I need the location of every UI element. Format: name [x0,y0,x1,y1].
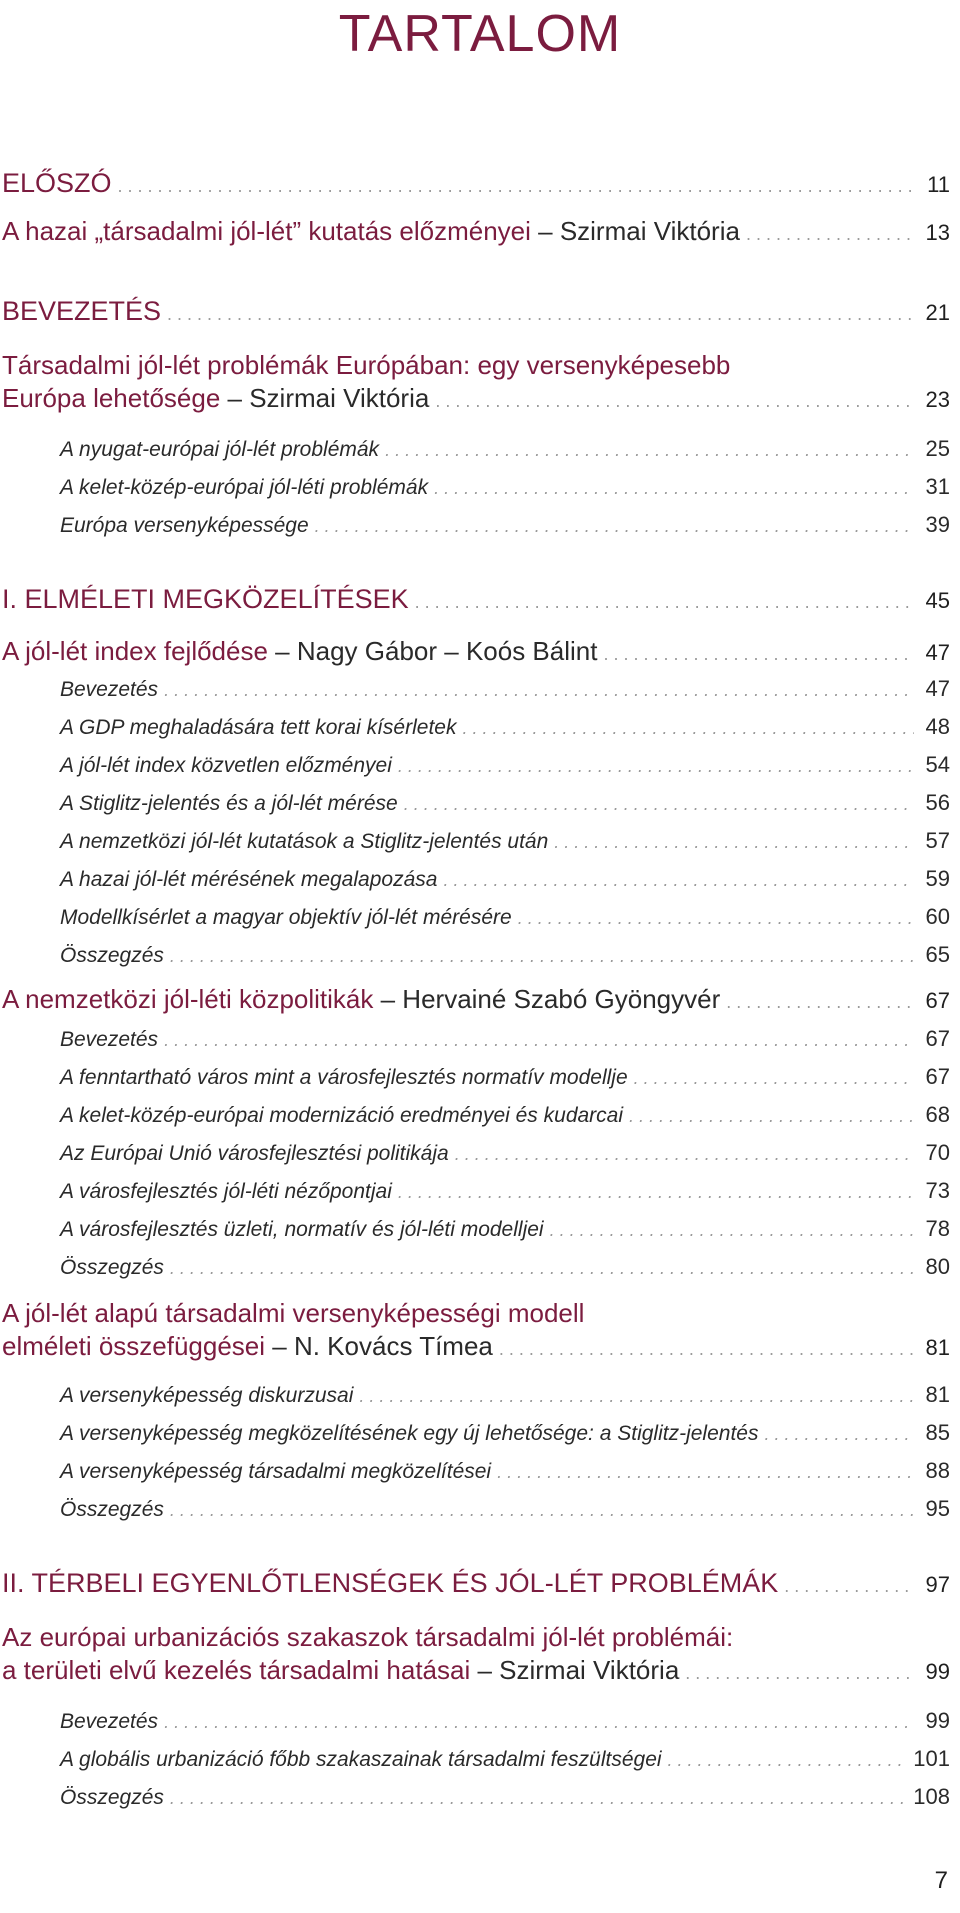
toc-entry[interactable] [0,1622,960,1686]
toc-entry[interactable] [0,350,960,414]
chapter-author: – Szirmai Viktória [470,1655,680,1685]
dot-leader [398,1182,914,1203]
toc-row[interactable] [0,1140,960,1178]
toc-row[interactable] [0,1064,960,1102]
dot-leader [435,391,914,412]
chapter-author: – Hervainé Szabó Gyöngyvér [373,984,721,1014]
page-ref: 56 [925,790,950,815]
page-ref: 31 [925,474,950,499]
entry-title: II. TÉRBELI EGYENLŐTLENSÉGEK ÉS JÓL-LÉT PROBLÉMÁK [2,1568,779,1598]
toc-row[interactable] [0,1026,960,1064]
toc-entry[interactable] [0,1298,960,1362]
chapter-title: A jól-lét index fejlődése [2,636,268,666]
toc-row[interactable] [0,790,960,828]
page-ref: 108 [913,1784,950,1809]
dot-leader [164,1030,914,1051]
toc-row[interactable] [0,1746,960,1784]
dot-leader [629,1106,914,1127]
toc-entry[interactable] [0,904,960,942]
dot-leader [170,1500,914,1521]
entry-title: A városfejlesztés jól-léti nézőpontjai [60,1180,392,1203]
chapter-author: – N. Kovács Tímea [265,1331,493,1361]
entry-title: A versenyképesség diskurzusai [60,1384,354,1407]
toc-row[interactable] [0,636,960,667]
entry-title: ELŐSZÓ [2,168,112,198]
chapter-author: – Szirmai Viktória [530,216,740,246]
toc-entry[interactable] [0,636,960,667]
dot-leader [746,224,914,245]
toc-row[interactable] [0,1102,960,1140]
entry-title: Bevezetés [60,1710,159,1733]
toc-row[interactable] [0,1458,960,1496]
toc-row[interactable] [0,1331,960,1362]
page-ref: 73 [925,1178,950,1203]
entry-title: A versenyképesség társadalmi megközelítései [60,1460,492,1483]
toc-entry[interactable] [0,216,960,247]
dot-leader [518,908,914,929]
chapter-title: a területi elvű kezelés társadalmi hatásai [2,1655,471,1685]
toc-row[interactable] [0,584,960,615]
page-ref: 59 [925,866,950,891]
dot-leader [404,794,914,815]
toc-row[interactable] [0,1216,960,1254]
toc-entry[interactable] [0,1254,960,1292]
page-ref: 68 [925,1102,950,1127]
dot-leader [434,478,914,499]
entry-title: A versenyképesség megközelítésének egy új lehetősége: a Stiglitz-jelentés [60,1422,759,1445]
entry-title: A Stiglitz-jelentés és a jól-lét mérése [60,792,398,815]
dot-leader [603,644,914,665]
page-ref: 81 [925,1382,950,1407]
toc-row[interactable] [0,296,960,327]
toc-row[interactable] [0,752,960,790]
page-ref: 45 [925,588,950,613]
toc-entry[interactable] [0,168,960,199]
toc-row[interactable] [0,1708,960,1746]
chapter-title-line: Az európai urbanizációs szakaszok társadalmi jól-lét problémái: [2,1622,734,1652]
chapter-author: – Nagy Gábor – Koós Bálint [267,636,598,666]
entry-title: Bevezetés [60,678,159,701]
toc-entry[interactable] [0,1458,960,1496]
page-ref: 13 [925,220,950,245]
toc-entry[interactable] [0,474,960,512]
toc-row[interactable] [0,942,960,980]
toc-row[interactable] [0,1420,960,1458]
toc-entry[interactable] [0,1140,960,1178]
toc-row[interactable] [0,168,960,199]
page-ref: 78 [925,1216,950,1241]
chapter-title: elméleti összefüggései [2,1331,266,1361]
toc-entry[interactable] [0,1420,960,1458]
dot-leader [170,1258,914,1279]
page-ref: 67 [925,1026,950,1051]
entry-title: A GDP meghaladására tett korai kísérletek [60,716,457,739]
entry-title: Modellkísérlet a magyar objektív jól-lét mérésére [60,906,512,929]
dot-leader [685,1663,914,1684]
dot-leader [550,1220,914,1241]
page-ref: 39 [925,512,950,537]
entry-title [2,636,597,667]
toc-entry[interactable] [0,584,960,615]
toc-row[interactable] [0,828,960,866]
toc-entry[interactable] [0,942,960,980]
dot-leader [315,516,914,537]
entry-title: A jól-lét index közvetlen előzményei [60,754,392,777]
chapter-title: A hazai „társadalmi jól-lét” kutatás előzményei [2,216,531,246]
toc-entry[interactable] [0,1708,960,1746]
page-ref: 88 [925,1458,950,1483]
toc-entry[interactable] [0,1026,960,1064]
dot-leader [164,680,914,701]
entry-title: A fenntartható város mint a városfejlesztés normatív modellje [60,1066,628,1089]
toc-entry[interactable] [0,1178,960,1216]
entry-title [2,216,740,247]
entry-title: A kelet-közép-európai modernizáció eredményei és kudarcai [60,1104,624,1127]
page-ref: 67 [925,988,950,1013]
entry-title: Összegzés [60,1786,164,1809]
toc-row[interactable] [0,1382,960,1420]
dot-leader [385,440,914,461]
entry-title: Összegzés [60,1256,164,1279]
page-ref: 47 [925,640,950,665]
entry-title: Európa versenyképessége [60,514,309,537]
toc-entry[interactable] [0,984,960,1015]
page-ref: 99 [925,1708,950,1733]
entry-title: A nyugat-európai jól-lét problémák [60,438,380,461]
page-ref: 25 [925,436,950,461]
entry-title [2,383,429,414]
toc-entry[interactable] [0,436,960,474]
toc-row[interactable] [0,984,960,1015]
toc-row[interactable] [0,904,960,942]
toc-entry[interactable] [0,866,960,904]
toc-row[interactable] [0,436,960,474]
page-ref: 101 [913,1746,950,1771]
dot-leader [499,1339,914,1360]
toc-entry[interactable] [0,296,960,327]
page-ref: 85 [925,1420,950,1445]
page-ref: 81 [925,1335,950,1360]
toc-entry[interactable] [0,1746,960,1784]
dot-leader [554,832,914,853]
page-ref: 95 [925,1496,950,1521]
toc-entry[interactable] [0,714,960,752]
page-ref: 47 [925,676,950,701]
page-ref: 70 [925,1140,950,1165]
page-ref: 80 [925,1254,950,1279]
toc-row[interactable] [0,676,960,714]
entry-title: A nemzetközi jól-lét kutatások a Stiglitz-jelentés után [60,830,549,853]
page-number: 7 [934,1867,948,1894]
dot-leader [634,1068,914,1089]
toc-entry[interactable] [0,1102,960,1140]
dot-leader [170,946,914,967]
dot-leader [455,1144,914,1165]
entry-title: BEVEZETÉS [2,296,162,326]
dot-leader [668,1750,908,1771]
chapter-title-line: A jól-lét alapú társadalmi versenyképességi modell [2,1298,585,1328]
toc-entry[interactable] [0,676,960,714]
toc-row[interactable] [0,474,960,512]
dot-leader [784,1576,914,1597]
entry-title [2,1655,679,1686]
dot-leader [118,176,914,197]
entry-title: Bevezetés [60,1028,159,1051]
entry-title: Összegzés [60,1498,164,1521]
toc-row[interactable] [0,1784,960,1822]
page-ref: 97 [925,1572,950,1597]
toc-entry[interactable] [0,1216,960,1254]
page-ref: 48 [925,714,950,739]
toc-row[interactable] [0,512,960,550]
page-ref: 54 [925,752,950,777]
entry-title: A hazai jól-lét mérésének megalapozása [60,868,438,891]
dot-leader [764,1424,914,1445]
dot-leader [170,1788,907,1809]
page-ref: 67 [925,1064,950,1089]
toc-row[interactable] [0,714,960,752]
toc-row[interactable] [0,1254,960,1292]
entry-title: A kelet-közép-európai jól-léti problémák [60,476,429,499]
page-ref: 21 [925,300,950,325]
page-ref: 23 [925,387,950,412]
chapter-author: – Szirmai Viktória [220,383,430,413]
toc-row[interactable] [0,383,960,414]
toc-row[interactable] [0,1178,960,1216]
dot-leader [167,304,914,325]
toc-entry[interactable] [0,1496,960,1534]
chapter-title: Európa lehetősége [2,383,221,413]
dot-leader [497,1462,914,1483]
toc-entry[interactable] [0,752,960,790]
toc-row[interactable] [0,216,960,247]
entry-title: Összegzés [60,944,164,967]
dot-leader [164,1712,914,1733]
page-ref: 57 [925,828,950,853]
dot-leader [359,1386,914,1407]
entry-title: A globális urbanizáció főbb szakaszainak társadalmi feszültségei [60,1748,662,1771]
chapter-title-line: Társadalmi jól-lét problémák Európában: egy versenyképesebb [2,350,731,380]
entry-title: I. ELMÉLETI MEGKÖZELÍTÉSEK [2,584,409,614]
toc-entry[interactable] [0,828,960,866]
toc-entry[interactable] [0,1382,960,1420]
entry-title: A városfejlesztés üzleti, normatív és jól-léti modelljei [60,1218,544,1241]
page-ref: 60 [925,904,950,929]
toc-row[interactable] [0,1496,960,1534]
entry-title [2,1331,493,1362]
toc-entry[interactable] [0,1784,960,1822]
dot-leader [462,718,914,739]
chapter-title: A nemzetközi jól-léti közpolitikák [2,984,374,1014]
toc-entry[interactable] [0,1568,960,1599]
dot-leader [443,870,914,891]
entry-title: Az Európai Unió városfejlesztési politikája [60,1142,449,1165]
page-ref: 65 [925,942,950,967]
dot-leader [398,756,914,777]
dot-leader [415,592,914,613]
toc-entry[interactable] [0,512,960,550]
toc-row[interactable] [0,1568,960,1599]
entry-title [2,984,720,1015]
toc-row[interactable] [0,866,960,904]
toc-entry[interactable] [0,1064,960,1102]
page-ref: 99 [925,1659,950,1684]
toc-entry[interactable] [0,790,960,828]
dot-leader [726,992,914,1013]
page-title: TARTALOM [338,5,622,63]
toc-row[interactable] [0,1655,960,1686]
page-ref: 11 [927,172,950,197]
